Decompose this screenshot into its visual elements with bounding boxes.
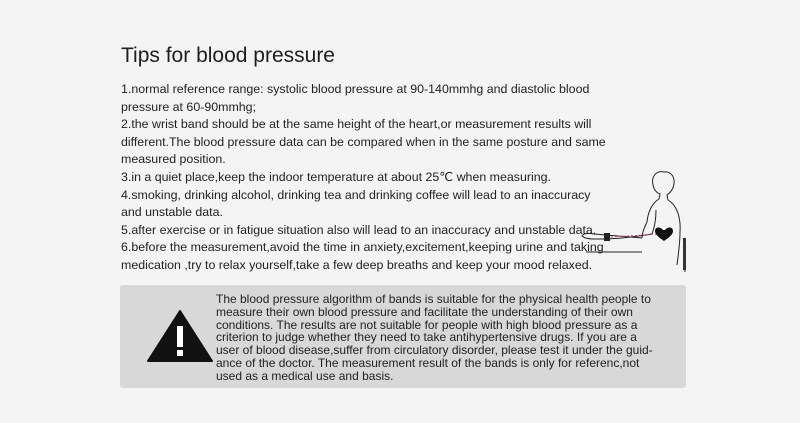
tip-line: pressure at 60-90mmhg; xyxy=(121,99,256,114)
notice-line: used as a medical use and basis. xyxy=(216,368,394,383)
page-title: Tips for blood pressure xyxy=(121,44,335,67)
tip-line: and unstable data. xyxy=(121,205,223,220)
seated-person-wrist-measurement-icon xyxy=(580,160,700,275)
notice-line: The blood pressure algorithm of bands is suitable for the physical health people to xyxy=(216,292,651,306)
notice-box xyxy=(120,285,686,388)
tip-line: 5.after exercise or in fatigue situation also will lead to an inaccuracy and unstable data. xyxy=(121,222,597,237)
tips-list xyxy=(121,81,606,275)
notice-text xyxy=(216,293,676,383)
notice-line: user of blood disease,suffer from circulatory disorder, please test it under the guid- xyxy=(216,343,653,358)
tip-line: measured position. xyxy=(121,152,226,167)
tip-line: medication ,try to relax yourself,take a few deep breaths and keep your mood relaxed. xyxy=(121,257,593,272)
notice-line: criterion to judge whether they need to take antihypertensive drugs. If you are a xyxy=(216,330,637,345)
tip-line: 3.in a quiet place,keep the indoor temperature at about 25℃ when measuring. xyxy=(121,169,551,184)
tip-line: 2.the wrist band should be at the same height of the heart,or measurement results will xyxy=(121,117,592,132)
tip-line: 4.smoking, drinking alcohol, drinking tea and drinking coffee will lead to an inaccuracy xyxy=(121,187,591,202)
tip-line: 6.before the measurement,avoid the time in anxiety,excitement,keeping urine and taking xyxy=(121,240,604,255)
notice-line: ance of the doctor. The measurement result of the bands is only for referenc,not xyxy=(216,355,640,370)
tip-line: different.The blood pressure data can be compared when in the same posture and same xyxy=(121,134,606,149)
warning-triangle-icon xyxy=(146,309,214,363)
tip-line: 1.normal reference range: systolic blood pressure at 90-140mmhg and diastolic blood xyxy=(121,82,590,96)
notice-line: measure their own blood pressure and facilitate the understanding of their own xyxy=(216,304,633,319)
notice-line: conditions. The results are not suitable for people with high blood pressure as a xyxy=(216,317,638,332)
